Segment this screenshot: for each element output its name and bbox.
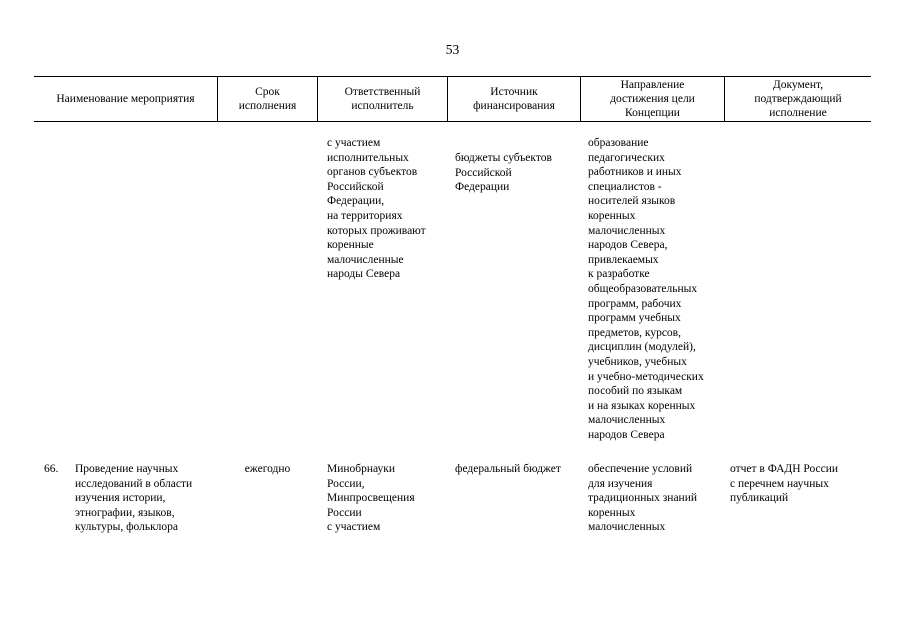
header-cell-name xyxy=(34,78,217,120)
continuation-direction-cell: образование педагогических работников и иных специалистов - носителей языков коренных малочисленных народов Севера, привлекаемых к разработке общеобразовательных программ, рабочих программ учебных предметов, курсов, дисциплин (модулей), учебников, учебных и учебно-методических пособий по языкам и на языках коренных малочисленных народов Севера xyxy=(588,137,704,441)
row-funding-cell: федеральный бюджет xyxy=(455,463,561,475)
header-cell-funding xyxy=(448,78,580,120)
header-label-responsible: Ответственный исполнитель xyxy=(344,86,421,112)
header-label-direction: Направление достижения цели Концепции xyxy=(610,79,695,119)
header-cell-document xyxy=(725,78,871,120)
row-responsible-cell: Минобрнауки России, Минпросвещения России с участием xyxy=(327,463,415,534)
row-number-cell: 66. xyxy=(44,463,59,475)
header-cell-deadline xyxy=(218,78,317,120)
row-direction-cell: обеспечение условий для изучения традиционных знаний коренных малочисленных xyxy=(588,463,698,534)
continuation-funding-cell: бюджеты субъектов Российской Федерации xyxy=(455,152,552,194)
row-document-cell: отчет в ФАДН России с перечнем научных публикаций xyxy=(730,463,839,505)
header-label-document: Документ, подтверждающий исполнение xyxy=(754,79,842,119)
header-label-name: Наименование мероприятия xyxy=(56,93,195,105)
table-header-bottom-border xyxy=(34,121,871,122)
continuation-responsible-cell: с участием исполнительных органов субъектов Российской Федерации, на территориях которых проживают коренные малочисленные народы Севера xyxy=(327,137,426,281)
row-name-cell: Проведение научных исследований в области изучения истории, этнографии, языков, культуры, фольклора xyxy=(75,463,193,534)
header-cell-responsible xyxy=(318,78,447,120)
header-cell-direction xyxy=(581,78,724,120)
page-number: 53 xyxy=(445,42,460,57)
row-deadline-cell: ежегодно xyxy=(244,463,291,475)
header-label-deadline: Срок исполнения xyxy=(238,86,297,112)
header-label-funding: Источник финансирования xyxy=(473,86,555,112)
table-top-border xyxy=(34,76,871,77)
